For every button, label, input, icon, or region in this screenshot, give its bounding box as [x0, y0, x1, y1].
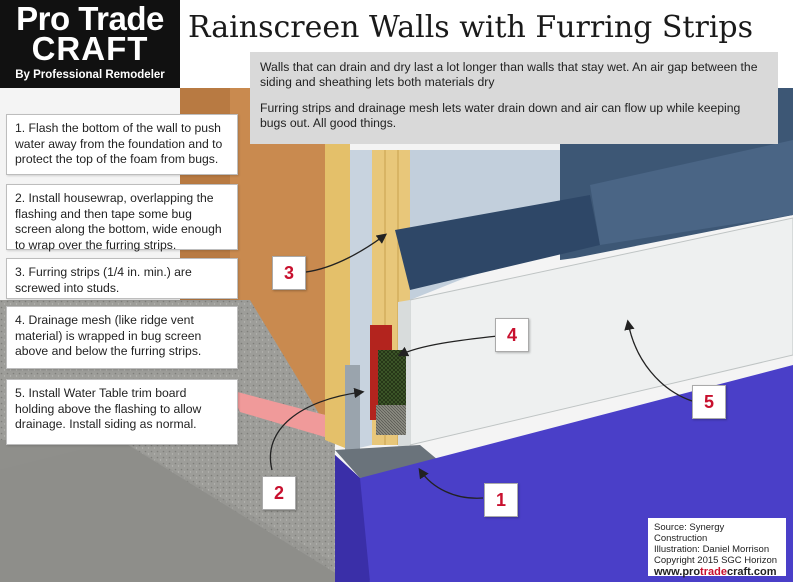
- callout-5: 5: [692, 385, 726, 419]
- source-line-1: Source: Synergy Construction: [654, 522, 725, 544]
- callout-1: 1: [484, 483, 518, 517]
- source-credit: [648, 518, 786, 576]
- step-3-box: 3. Furring strips (1/4 in. min.) are screwed into studs.: [6, 258, 238, 299]
- step-1-box: 1. Flash the bottom of the wall to push water away from the foundation and to protect the top of the foam from bugs.: [6, 114, 238, 175]
- step-2-box: 2. Install housewrap, overlapping the flashing and then tape some bug screen along the bottom, wide enough to wrap over the furring strips.: [6, 184, 238, 250]
- intro-box: [250, 52, 778, 144]
- step-5-box: 5. Install Water Table trim board holding above the flashing to allow drainage. Install siding as normal.: [6, 379, 238, 445]
- intro-paragraph-1: Walls that can drain and dry last a lot longer than walls that stay wet. An air gap between the siding and sheathing lets both materials dry: [260, 60, 758, 89]
- callout-3: 3: [272, 256, 306, 290]
- pro-trade-craft-logo: [0, 0, 180, 88]
- page-title: Rainscreen Walls with Furring Strips: [188, 10, 754, 45]
- callout-2: 2: [262, 476, 296, 510]
- intro-paragraph-2: Furring strips and drainage mesh lets water drain down and air can flow up while keeping bugs out. All good things.: [260, 101, 741, 130]
- logo-line-2: CRAFT: [31, 30, 149, 67]
- source-line-2: Illustration: Daniel Morrison: [654, 544, 770, 555]
- step-4-box: 4. Drainage mesh (like ridge vent material) is wrapped in bug screen above and below the furring strips.: [6, 306, 238, 369]
- source-line-3: Copyright 2015 SGC Horizon: [654, 555, 778, 566]
- callout-4: 4: [495, 318, 529, 352]
- logo-line-1: Pro Trade: [16, 0, 164, 37]
- logo-tagline: By Professional Remodeler: [15, 69, 165, 81]
- site-accent: trade: [700, 566, 727, 578]
- source-website[interactable]: [654, 567, 780, 578]
- site-suffix: craft.com: [726, 566, 777, 578]
- site-prefix: www.pro: [654, 566, 701, 578]
